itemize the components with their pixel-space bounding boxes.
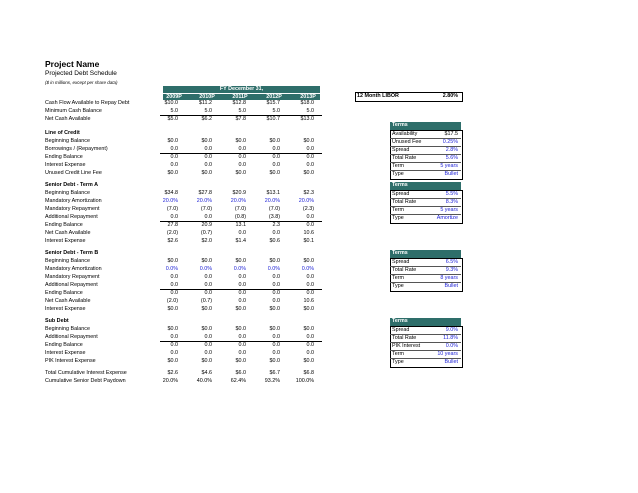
loc-cell: $0.0	[235, 138, 246, 144]
sub-term-value[interactable]: Bullet	[444, 359, 458, 365]
sub-term-label: PIK Interest	[392, 343, 421, 349]
sub-cell: $0.0	[167, 326, 178, 332]
loc-terms-header: Terms	[390, 122, 461, 130]
loc-term-value[interactable]: 0.25%	[442, 139, 458, 145]
sub-cell: 0.0	[170, 342, 178, 348]
sub-cell: 0.0	[272, 350, 280, 356]
tla-cell: (7.0)	[268, 206, 280, 212]
year-2012: 2012P	[266, 93, 282, 100]
tla-cell: 27.8	[167, 222, 178, 228]
senior-paydown-cell: 20.0%	[162, 378, 178, 384]
sub-cell: 0.0	[306, 334, 314, 340]
min-cash-cell: 5.0	[204, 108, 212, 114]
tla-cell: (7.0)	[234, 206, 246, 212]
total-interest-row-label: Total Cumulative Interest Expense	[45, 370, 127, 376]
tla-cell: 0.0	[306, 222, 314, 228]
loc-cell: $0.0	[303, 138, 314, 144]
loc-cell: 0.0	[170, 162, 178, 168]
tla-cell: 13.1	[235, 222, 246, 228]
title: Project Name	[45, 59, 100, 69]
units-note: ($ in millions, except per share data)	[45, 80, 118, 85]
loc-cell: 0.0	[272, 146, 280, 152]
tla-section-title: Senior Debt - Term A	[45, 182, 99, 188]
year-2010: 2010P	[199, 93, 215, 100]
fy-header: FY December 31,	[219, 86, 264, 92]
tlb-term-value[interactable]: 9.3%	[445, 267, 458, 273]
tla-term-value[interactable]: 8.3%	[445, 199, 458, 205]
loc-term-value[interactable]: $17.5	[444, 131, 458, 137]
tla-cell: 0.0	[306, 214, 314, 220]
cash-flow-cell: $15.7	[266, 100, 280, 106]
tlb-cell: $0.0	[201, 258, 212, 264]
tlb-cell: 0.0	[238, 298, 246, 304]
loc-cell: 0.0	[204, 154, 212, 160]
tla-row-label: Mandatory Repayment	[45, 206, 100, 212]
tlb-cell: 0.0	[170, 274, 178, 280]
loc-cell: $0.0	[167, 170, 178, 176]
min-cash-row-label: Minimum Cash Balance	[45, 108, 102, 114]
net-cash-cell: $10.7	[266, 116, 280, 122]
libor-value[interactable]: 2.80%	[442, 93, 458, 99]
tlb-row-label: Ending Balance	[45, 290, 83, 296]
loc-row-label: Borrowings / (Repayment)	[45, 146, 108, 152]
loc-cell: 0.0	[272, 162, 280, 168]
total-interest-cell: $6.7	[269, 370, 280, 376]
loc-term-label: Unused Fee	[392, 139, 422, 145]
net-cash-cell: $13.0	[300, 116, 314, 122]
sub-term-label: Term	[392, 351, 404, 357]
tlb-term-value[interactable]: 6.5%	[445, 259, 458, 265]
tlb-cell: $0.0	[235, 258, 246, 264]
tlb-term-label: Type	[392, 283, 404, 289]
tla-cell: (7.0)	[166, 206, 178, 212]
senior-paydown-cell: 62.4%	[230, 378, 246, 384]
loc-row-label: Ending Balance	[45, 154, 83, 160]
tlb-cell: $0.0	[303, 306, 314, 312]
sub-cell: $0.0	[201, 326, 212, 332]
tlb-cell: 0.0	[238, 274, 246, 280]
tlb-terms-header: Terms	[390, 250, 461, 258]
tlb-term-value[interactable]: Bullet	[444, 283, 458, 289]
sub-cell: $0.0	[201, 358, 212, 364]
net-cash-cell: $6.2	[201, 116, 212, 122]
tla-term-value[interactable]: 5 years	[440, 207, 458, 213]
tlb-row-label: Net Cash Available	[45, 298, 91, 304]
loc-term-value[interactable]: 5.6%	[445, 155, 458, 161]
senior-paydown-row-label: Cumulative Senior Debt Paydown	[45, 378, 126, 384]
sub-cell: $0.0	[235, 358, 246, 364]
tlb-term-label: Total Rate	[392, 267, 417, 273]
loc-cell: $0.0	[167, 138, 178, 144]
sub-term-label: Total Rate	[392, 335, 417, 341]
tla-cell: (0.8)	[234, 214, 246, 220]
tla-cell: $27.8	[198, 190, 212, 196]
sub-term-label: Type	[392, 359, 404, 365]
tla-term-label: Term	[392, 207, 404, 213]
tlb-section-title: Senior Debt - Term B	[45, 250, 99, 256]
tlb-cell: 0.0	[238, 282, 246, 288]
tla-cell[interactable]: 20.0%	[162, 198, 178, 204]
tlb-cell: $0.0	[303, 258, 314, 264]
loc-cell: 0.0	[306, 162, 314, 168]
year-2011: 2011P	[232, 93, 248, 100]
tla-cell: 0.0	[170, 214, 178, 220]
total-interest-cell: $4.6	[201, 370, 212, 376]
tla-cell: (7.0)	[200, 206, 212, 212]
tlb-term-label: Spread	[392, 259, 410, 265]
tlb-cell: 0.0	[272, 290, 280, 296]
min-cash-cell: 5.0	[306, 108, 314, 114]
loc-row-label: Unused Credit Line Fee	[45, 170, 102, 176]
year-2009: 2009P	[166, 93, 182, 100]
sub-row-label: Ending Balance	[45, 342, 83, 348]
min-cash-cell: 5.0	[170, 108, 178, 114]
tla-cell[interactable]: 20.0%	[298, 198, 314, 204]
sub-cell: 0.0	[306, 350, 314, 356]
senior-paydown-cell: 93.2%	[264, 378, 280, 384]
tlb-cell: 0.0	[306, 282, 314, 288]
tlb-row-label: Additional Repayment	[45, 282, 98, 288]
tla-cell: (2.3)	[302, 206, 314, 212]
loc-cell: 0.0	[238, 146, 246, 152]
tlb-cell: 0.0	[204, 274, 212, 280]
sub-terms-header: Terms	[390, 318, 461, 326]
tla-row-label: Mandatory Amortization	[45, 198, 102, 204]
tlb-cell: 0.0	[272, 274, 280, 280]
tla-cell[interactable]: 20.0%	[230, 198, 246, 204]
loc-term-value[interactable]: Bullet	[444, 171, 458, 177]
sub-cell: $0.0	[303, 326, 314, 332]
loc-row-label: Interest Expense	[45, 162, 86, 168]
loc-cell: $0.0	[201, 170, 212, 176]
loc-cell: 0.0	[272, 154, 280, 160]
sub-row-label: Additional Repayment	[45, 334, 98, 340]
tlb-row-label: Beginning Balance	[45, 258, 90, 264]
sub-cell: 0.0	[238, 334, 246, 340]
tlb-cell: 10.6	[303, 298, 314, 304]
tlb-cell: 0.0	[238, 290, 246, 296]
tlb-cell: $0.0	[167, 306, 178, 312]
tla-term-label: Type	[392, 215, 404, 221]
tla-cell: 0.0	[272, 230, 280, 236]
loc-row-label: Beginning Balance	[45, 138, 90, 144]
loc-term-value[interactable]: 5 years	[440, 163, 458, 169]
min-cash-cell: 5.0	[272, 108, 280, 114]
sub-row-label: PIK Interest Expense	[45, 358, 96, 364]
sub-cell: 0.0	[204, 334, 212, 340]
tla-cell: $0.1	[303, 238, 314, 244]
min-cash-cell: 5.0	[238, 108, 246, 114]
tlb-cell: (0.7)	[200, 298, 212, 304]
tlb-term-label: Term	[392, 275, 404, 281]
tlb-cell: $0.0	[201, 306, 212, 312]
loc-cell: $0.0	[269, 170, 280, 176]
subtitle: Projected Debt Schedule	[45, 70, 117, 77]
loc-cell: 0.0	[306, 154, 314, 160]
loc-cell: $0.0	[303, 170, 314, 176]
tla-cell: 2.3	[272, 222, 280, 228]
loc-term-label: Availability	[392, 131, 418, 137]
total-interest-cell: $6.0	[235, 370, 246, 376]
tla-cell: $2.0	[201, 238, 212, 244]
tlb-cell[interactable]: 0.0%	[199, 266, 212, 272]
tlb-cell: 0.0	[272, 298, 280, 304]
tlb-cell: 0.0	[170, 282, 178, 288]
tla-row-label: Ending Balance	[45, 222, 83, 228]
loc-term-label: Spread	[392, 147, 410, 153]
loc-cell: $0.0	[269, 138, 280, 144]
sub-cell: 0.0	[170, 334, 178, 340]
loc-cell: 0.0	[306, 146, 314, 152]
net-cash-cell: $7.8	[235, 116, 246, 122]
sub-term-value[interactable]: 9.0%	[445, 327, 458, 333]
sub-term-value[interactable]: 11.8%	[443, 335, 458, 341]
sub-cell: $0.0	[235, 326, 246, 332]
sub-cell: $0.0	[269, 326, 280, 332]
sub-term-value[interactable]: 0.0%	[445, 343, 458, 349]
tla-term-value[interactable]: Amortize	[436, 215, 458, 221]
sub-section-title: Sub Debt	[45, 318, 69, 324]
tla-cell: $13.1	[266, 190, 280, 196]
loc-cell: 0.0	[238, 154, 246, 160]
sub-row-label: Interest Expense	[45, 350, 86, 356]
tla-cell: 0.0	[238, 230, 246, 236]
tla-row-label: Net Cash Available	[45, 230, 91, 236]
tlb-cell: 0.0	[170, 290, 178, 296]
tlb-cell[interactable]: 0.0%	[165, 266, 178, 272]
tlb-cell: 0.0	[204, 282, 212, 288]
loc-cell: $0.0	[235, 170, 246, 176]
tlb-cell: 0.0	[204, 290, 212, 296]
senior-paydown-cell: 100.0%	[295, 378, 314, 384]
loc-cell: 0.0	[204, 162, 212, 168]
loc-term-value[interactable]: 2.8%	[445, 147, 458, 153]
tlb-cell: 0.0	[272, 282, 280, 288]
tla-cell: $1.4	[235, 238, 246, 244]
sub-term-value[interactable]: 10 years	[437, 351, 458, 357]
tla-cell: $0.6	[269, 238, 280, 244]
net-cash-row-label: Net Cash Available	[45, 116, 91, 122]
tla-cell[interactable]: 20.0%	[264, 198, 280, 204]
tlb-term-value[interactable]: 8 years	[440, 275, 458, 281]
sub-cell: 0.0	[306, 342, 314, 348]
sub-row-label: Beginning Balance	[45, 326, 90, 332]
tla-row-label: Additional Repayment	[45, 214, 98, 220]
tla-cell: $2.3	[303, 190, 314, 196]
tlb-row-label: Mandatory Amortization	[45, 266, 102, 272]
cash-flow-cell: $18.0	[300, 100, 314, 106]
tla-term-label: Total Rate	[392, 199, 417, 205]
tlb-cell[interactable]: 0.0%	[301, 266, 314, 272]
tla-cell: $2.6	[167, 238, 178, 244]
tlb-row-label: Mandatory Repayment	[45, 274, 100, 280]
loc-section-title: Line of Credit	[45, 130, 80, 136]
tlb-cell: 0.0	[306, 274, 314, 280]
sub-cell: 0.0	[272, 334, 280, 340]
loc-cell: 0.0	[238, 162, 246, 168]
sub-cell: $0.0	[303, 358, 314, 364]
sub-cell: 0.0	[238, 350, 246, 356]
loc-term-label: Total Rate	[392, 155, 417, 161]
tlb-cell[interactable]: 0.0%	[233, 266, 246, 272]
cash-flow-cell: $12.8	[232, 100, 246, 106]
year-2013: 2013P	[300, 93, 316, 100]
tlb-cell: 0.0	[306, 290, 314, 296]
loc-cell: 0.0	[170, 146, 178, 152]
cash-flow-cell: $10.0	[164, 100, 178, 106]
sub-cell: $0.0	[269, 358, 280, 364]
cash-flow-row-label: Cash Flow Available to Repay Debt	[45, 100, 130, 106]
sub-cell: 0.0	[204, 350, 212, 356]
sub-cell: 0.0	[204, 342, 212, 348]
cash-flow-cell: $11.2	[198, 100, 212, 106]
tlb-row-label: Interest Expense	[45, 306, 86, 312]
net-cash-cell: $5.0	[167, 116, 178, 122]
tla-cell: $34.8	[164, 190, 178, 196]
loc-cell: 0.0	[204, 146, 212, 152]
sub-cell: $0.0	[167, 358, 178, 364]
tla-row-label: Interest Expense	[45, 238, 86, 244]
loc-term-label: Term	[392, 163, 404, 169]
sub-cell: 0.0	[272, 342, 280, 348]
libor-label: 12 Month LIBOR	[357, 93, 399, 99]
tla-cell: 0.0	[204, 214, 212, 220]
loc-term-label: Type	[392, 171, 404, 177]
total-interest-cell: $2.6	[167, 370, 178, 376]
tlb-cell[interactable]: 0.0%	[267, 266, 280, 272]
total-interest-cell: $6.8	[303, 370, 314, 376]
tla-cell: 20.9	[201, 222, 212, 228]
tla-cell: (2.0)	[166, 230, 178, 236]
tla-terms-header: Terms	[390, 182, 461, 190]
sub-cell: 0.0	[238, 342, 246, 348]
tlb-cell: $0.0	[167, 258, 178, 264]
loc-cell: $0.0	[201, 138, 212, 144]
tla-term-value[interactable]: 5.5%	[445, 191, 458, 197]
tla-cell: (0.7)	[200, 230, 212, 236]
tla-row-label: Beginning Balance	[45, 190, 90, 196]
sub-cell: 0.0	[170, 350, 178, 356]
tlb-cell: (2.0)	[166, 298, 178, 304]
tla-term-label: Spread	[392, 191, 410, 197]
tla-cell: (3.8)	[268, 214, 280, 220]
tlb-cell: $0.0	[269, 258, 280, 264]
tla-cell[interactable]: 20.0%	[196, 198, 212, 204]
sub-term-label: Spread	[392, 327, 410, 333]
senior-paydown-cell: 40.0%	[196, 378, 212, 384]
tla-cell: $20.9	[232, 190, 246, 196]
tlb-cell: $0.0	[235, 306, 246, 312]
loc-cell: 0.0	[170, 154, 178, 160]
tlb-cell: $0.0	[269, 306, 280, 312]
tla-cell: 10.6	[303, 230, 314, 236]
